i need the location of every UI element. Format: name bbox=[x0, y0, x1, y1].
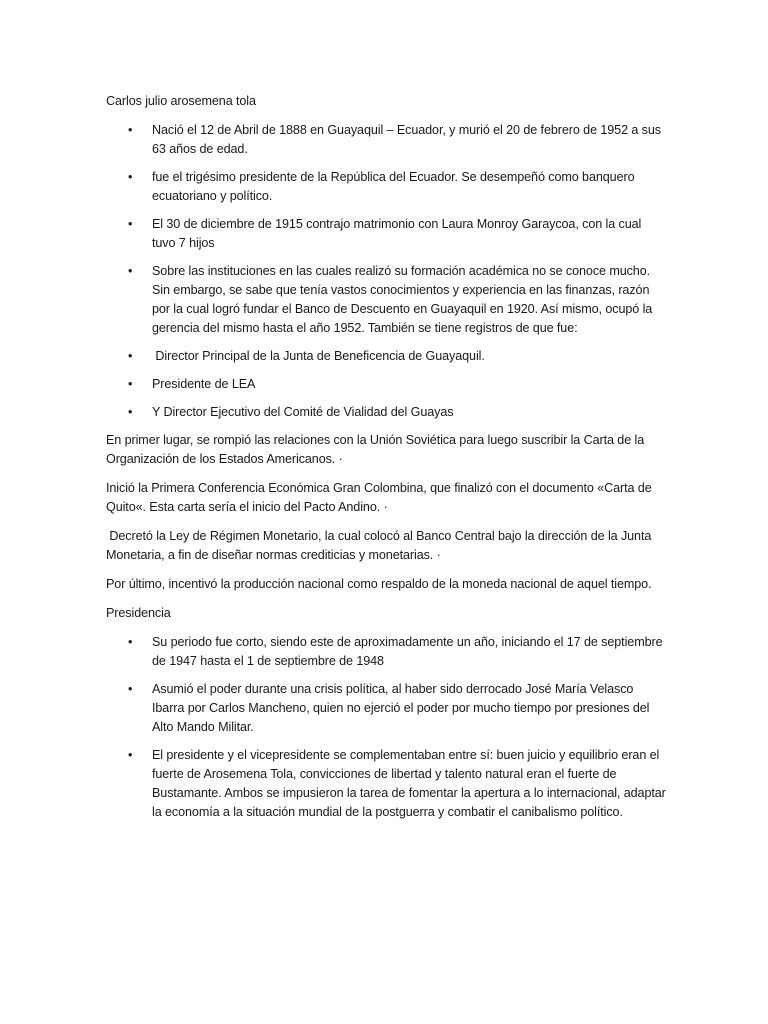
list-item bbox=[106, 403, 666, 422]
bullet-icon: • bbox=[128, 748, 133, 762]
bullet-icon: • bbox=[128, 170, 133, 184]
list-item bbox=[106, 633, 666, 671]
presidency-list bbox=[106, 633, 666, 822]
list-item bbox=[106, 168, 666, 206]
list-item bbox=[106, 375, 666, 394]
bullet-icon: • bbox=[128, 123, 133, 137]
list-item-text: El 30 de diciembre de 1915 contrajo matrimonio con Laura Monroy Garaycoa, con la cual tuvo 7 hijos bbox=[152, 217, 642, 250]
paragraph: En primer lugar, se rompió las relaciones con la Unión Soviética para luego suscribir la Carta de la Organización de los Estados Americanos. · bbox=[106, 433, 645, 466]
paragraph: Decretó la Ley de Régimen Monetario, la cual colocó al Banco Central bajo la dirección de la Junta Monetaria, a fin de diseñar normas crediticias y monetarias. · bbox=[106, 529, 655, 562]
bullet-icon: • bbox=[128, 635, 133, 649]
bullet-icon: • bbox=[128, 217, 133, 231]
bullet-icon: • bbox=[128, 264, 133, 278]
list-item-text: Director Principal de la Junta de Beneficencia de Guayaquil. bbox=[152, 349, 485, 363]
bullet-icon: • bbox=[128, 405, 133, 419]
list-item-text: Y Director Ejecutivo del Comité de Vialidad del Guayas bbox=[152, 405, 454, 419]
list-item-text: Su periodo fue corto, siendo este de aproximadamente un año, iniciando el 17 de septiembre de 1947 hasta el 1 de septiembre de 1948 bbox=[152, 635, 663, 668]
section-heading: Presidencia bbox=[106, 606, 171, 620]
list-item bbox=[106, 121, 666, 159]
list-item-text: fue el trigésimo presidente de la República del Ecuador. Se desempeñó como banquero ecuatoriano y político. bbox=[152, 170, 635, 203]
list-item-text: Nació el 12 de Abril de 1888 en Guayaquil – Ecuador, y murió el 20 de febrero de 1952 a sus 63 años de edad. bbox=[152, 123, 661, 156]
bullet-icon: • bbox=[128, 349, 133, 363]
list-item-text: Presidente de LEA bbox=[152, 377, 256, 391]
bullet-icon: • bbox=[128, 682, 133, 696]
list-item bbox=[106, 215, 666, 253]
document-body bbox=[106, 92, 666, 831]
list-item bbox=[106, 746, 666, 822]
list-item bbox=[106, 347, 666, 366]
paragraph: Por último, incentivó la producción nacional como respaldo de la moneda nacional de aquel tiempo. bbox=[106, 577, 652, 591]
document-title: Carlos julio arosemena tola bbox=[106, 94, 256, 108]
list-item bbox=[106, 680, 666, 737]
biography-list bbox=[106, 121, 666, 422]
paragraph: Inició la Primera Conferencia Económica Gran Colombina, que finalizó con el documento «Carta de Quito«. Esta carta sería el inicio del Pacto Andino. · bbox=[106, 481, 652, 514]
bullet-icon: • bbox=[128, 377, 133, 391]
list-item bbox=[106, 262, 666, 338]
list-item-text: El presidente y el vicepresidente se complementaban entre sí: buen juicio y equilibrio eran el fuerte de Arosemena Tola, convicciones de libertad y talento natural eran el fuerte de Bustamante. Ambos se impusieron la tarea de fomentar la apertura a lo internacional, adaptar la economía a la situación mundial de la postguerra y combatir el canibalismo político. bbox=[152, 748, 666, 819]
list-item-text: Sobre las instituciones en las cuales realizó su formación académica no se conoce mucho. Sin embargo, se sabe que tenía vastos conocimientos y experiencia en las finanzas, razón por la cual logró fundar el Banco de Descuento en Guayaquil en 1920. Así mismo, ocupó la gerencia del mismo hasta el año 1952. También se tiene registros de que fue: bbox=[152, 264, 653, 335]
list-item-text: Asumió el poder durante una crisis política, al haber sido derrocado José María Velasco Ibarra por Carlos Mancheno, quien no ejerció el poder por mucho tiempo por presiones del Alto Mando Militar. bbox=[152, 682, 650, 734]
